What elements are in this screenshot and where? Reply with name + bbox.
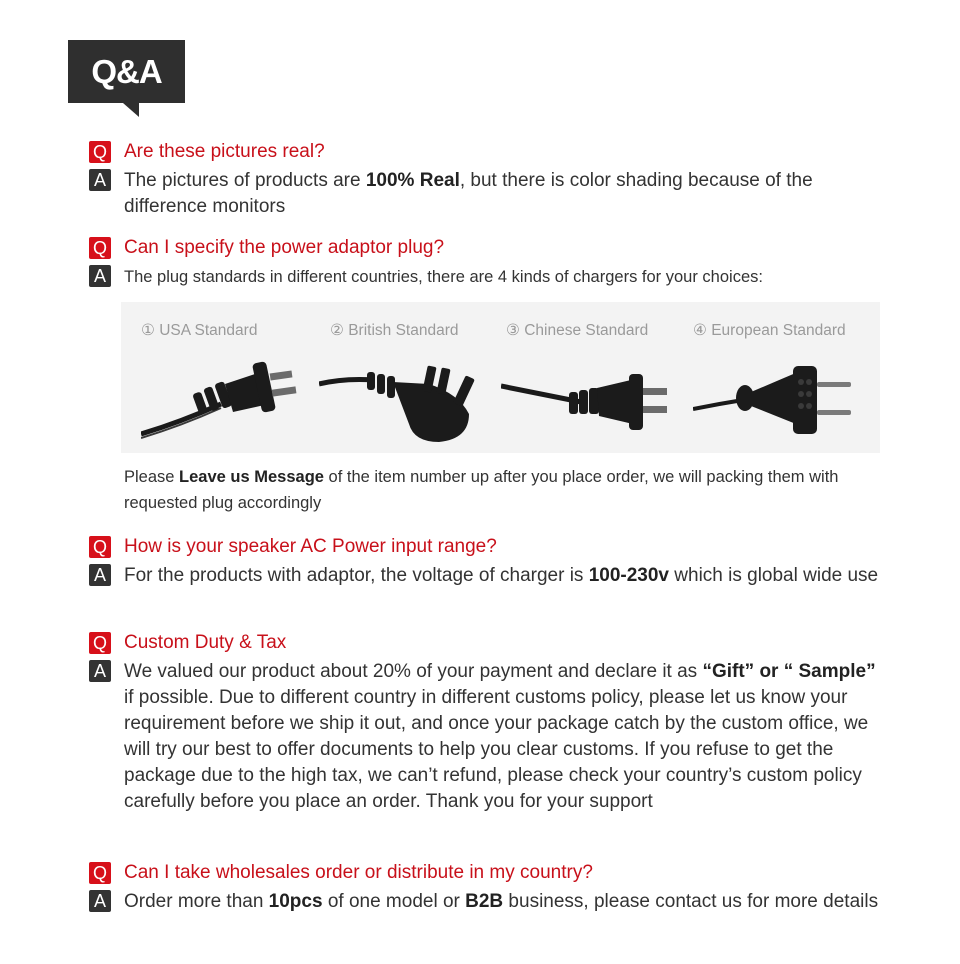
answer-badge: A (89, 660, 111, 682)
emphasis-text: “Gift” or “ Sample” (702, 661, 876, 682)
european-plug-icon (693, 354, 883, 444)
answer-badge: A (89, 564, 111, 586)
answer-text (124, 264, 889, 290)
plug-item-chinese (501, 302, 686, 453)
plug-label: ① USA Standard (141, 322, 258, 339)
question-text: Can I take wholesales order or distribute in my country? (124, 862, 593, 883)
answer-badge: A (89, 890, 111, 912)
answer-text (124, 563, 889, 589)
emphasis-text: Leave us Message (179, 468, 324, 486)
question-badge: Q (89, 237, 111, 259)
question-badge: Q (89, 862, 111, 884)
text-run: if possible. Due to different country in different customs policy, please let us know your requirement before we ship it out, and once your package catch by the custom office, we will try our best to offer documents to help you clear customs. If you refuse to get the package due to the high tax, we can’t refund, please check your country’s custom policy carefully before you place an order. Thank you for your support (124, 687, 869, 812)
answer-badge: A (89, 265, 111, 287)
answer-text (124, 659, 889, 815)
question-badge: Q (89, 632, 111, 654)
text-run: We valued our product about 20% of your payment and declare it as (124, 661, 703, 682)
text-run: business, please contact us for more details (503, 891, 879, 912)
plug-label: ④ European Standard (693, 322, 846, 339)
plug-standards-panel (121, 302, 880, 453)
text-run: , but there is color shading because of the difference monitors (124, 170, 813, 217)
question-text: Can I specify the power adaptor plug? (124, 237, 445, 258)
text-run: of one model or (322, 891, 466, 912)
text-run: of the item number up after you place order, we will packing them with requested plug accordingly (124, 468, 839, 512)
usa-plug-icon (141, 354, 311, 444)
speech-bubble-tail (123, 103, 139, 117)
plug-item-british (319, 302, 499, 453)
emphasis-text: 100-230v (588, 565, 669, 586)
answer-text (124, 889, 889, 915)
plug-label: ③ Chinese Standard (506, 322, 649, 339)
text-run: which is global wide use (669, 565, 879, 586)
qa-header-box (68, 40, 185, 103)
answer-text (124, 168, 889, 220)
british-plug-icon (319, 354, 499, 449)
question-text: Are these pictures real? (124, 141, 325, 162)
answer-badge: A (89, 169, 111, 191)
emphasis-text: B2B (465, 891, 504, 912)
emphasis-text: 100% Real (365, 170, 460, 191)
question-text: How is your speaker AC Power input range? (124, 536, 497, 557)
emphasis-text: 10pcs (268, 891, 323, 912)
text-run: The plug standards in different countries, there are 4 kinds of chargers for your choices: (124, 268, 763, 286)
plug-item-usa (141, 302, 311, 453)
chinese-plug-icon (501, 354, 686, 444)
text-run: The pictures of products are (124, 170, 366, 191)
question-badge: Q (89, 536, 111, 558)
plug-item-european (693, 302, 883, 453)
text-run: For the products with adaptor, the voltage of charger is (124, 565, 589, 586)
question-text: Custom Duty & Tax (124, 632, 287, 653)
qa-header-title: Q&A (91, 52, 162, 90)
text-run: Please (124, 468, 180, 486)
text-run: Order more than (124, 891, 269, 912)
question-badge: Q (89, 141, 111, 163)
plug-order-note (124, 464, 894, 516)
plug-label: ② British Standard (330, 322, 459, 339)
